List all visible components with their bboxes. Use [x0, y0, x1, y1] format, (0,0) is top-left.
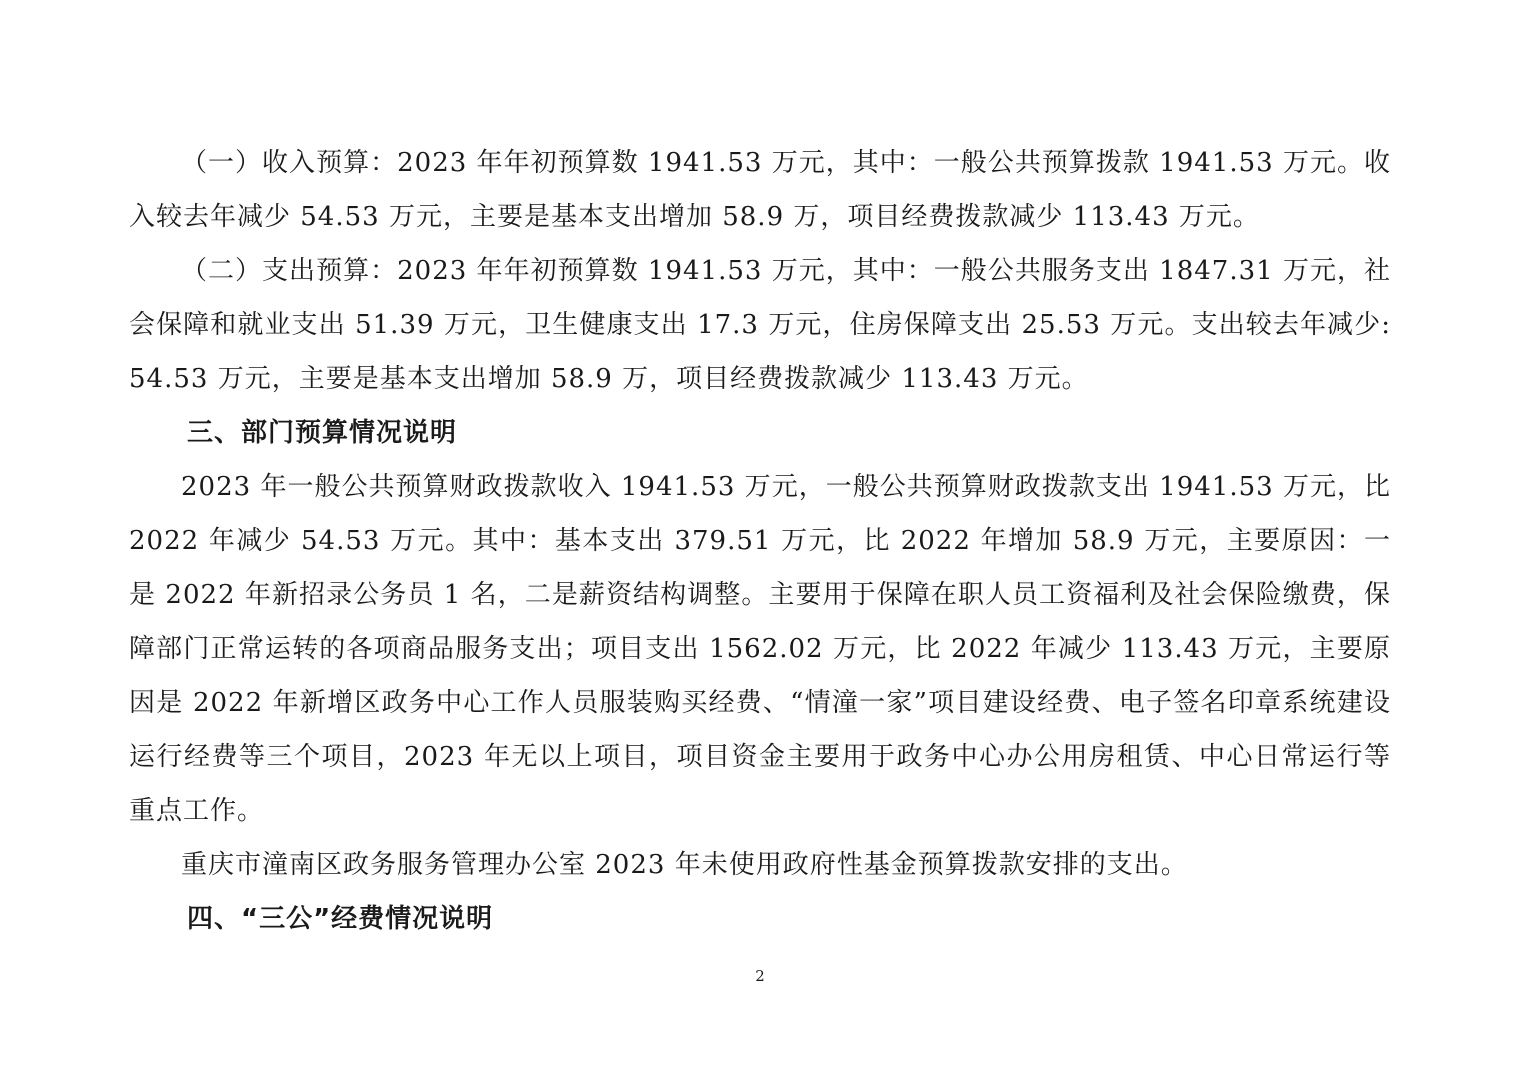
section-heading-department-budget: 三、部门预算情况说明 [187, 418, 458, 448]
section-heading-three-public-expenses: 四、“三公”经费情况说明 [187, 904, 494, 934]
paragraph-government-fund: 重庆市潼南区政务服务管理办公室 2023 年未使用政府性基金预算拨款安排的支出。 [181, 850, 1188, 880]
paragraph-expenditure-budget: （二）支出预算：2023 年年初预算数 1941.53 万元，其中：一般公共服务支出 1847.31 万元，社会保障和就业支出 51.39 万元，卫生健康支出 17.3 万元，住房保障支出 25.53 万元。支出较去年减少:54.53 万元，主要是基本支出增加 58.9 万，项目经费拨款减少 113.43 万元。 [129, 256, 1391, 394]
paragraph-department-budget: 2023 年一般公共预算财政拨款收入 1941.53 万元，一般公共预算财政拨款支出 1941.53 万元，比 2022 年减少 54.53 万元。其中：基本支出 379.51 万元，比 2022 年增加 58.9 万元，主要原因：一是 2022 年新招录公务员 1 名，二是薪资结构调整。主要用于保障在职人员工资福利及社会保险缴费，保障部门正常运转的各项商品服务支出；项目支出 1562.02 万元，比 2022 年减少 113.43 万元，主要原因是 2022 年新增区政务中心工作人员服装购买经费、“情潼一家”项目建设经费、电子签名印章系统建设运行经费等三个项目，2023 年无以上项目，项目资金主要用于政务中心办公用房租赁、中心日常运行等重点工作。 [129, 472, 1391, 826]
paragraph-income-budget: （一）收入预算：2023 年年初预算数 1941.53 万元，其中：一般公共预算拨款 1941.53 万元。收入较去年减少 54.53 万元，主要是基本支出增加 58.9 万，项目经费拨款减少 113.43 万元。 [129, 148, 1391, 232]
page-body [129, 136, 1391, 946]
page-number: 2 [755, 967, 765, 985]
